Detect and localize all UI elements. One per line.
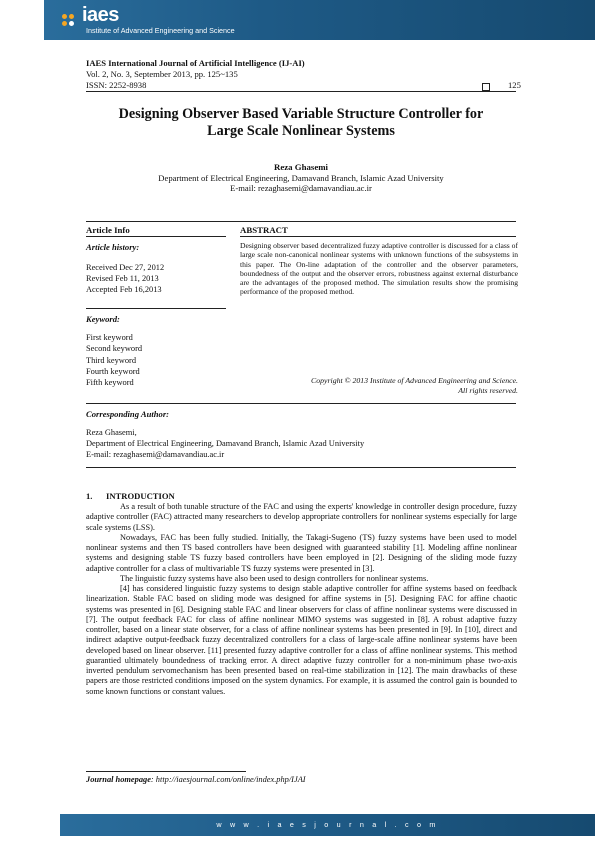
corresponding-heading: Corresponding Author: [86, 409, 170, 419]
corresponding-bottom-rule [86, 467, 516, 468]
homepage-label: Journal homepage [86, 775, 151, 784]
received-date: Received Dec 27, 2012 [86, 263, 165, 272]
journal-volume: Vol. 2, No. 3, September 2013, pp. 125~135 [86, 69, 238, 79]
bottom-banner [60, 814, 595, 836]
paper-title-line1: Designing Observer Based Variable Structure Controller for [118, 106, 484, 122]
keyword-heading: Keyword: [86, 314, 120, 324]
corresponding-details [86, 427, 364, 460]
keyword-list [86, 332, 142, 388]
corresponding-dept: Department of Electrical Engineering, Damavand Branch, Islamic Azad University [86, 439, 365, 448]
journal-issn: ISSN: 2252-8938 [86, 80, 147, 90]
info-rule-left [86, 236, 226, 237]
article-history [86, 262, 164, 295]
website-url[interactable]: w w w . i a e s j o u r n a l . c o m [216, 820, 439, 829]
header-banner [0, 0, 595, 42]
corresponding-email[interactable]: E-mail: rezaghasemi@damavandiau.ac.ir [86, 450, 225, 459]
article-history-heading: Article history: [86, 242, 140, 252]
author-block [86, 162, 516, 194]
intro-body [86, 502, 517, 697]
accepted-date: Accepted Feb 16,2013 [86, 285, 162, 294]
section-title: INTRODUCTION [106, 491, 175, 501]
info-top-rule [86, 221, 516, 222]
abstract-text: Designing observer based decentralized fuzzy adaptive controller is discussed for a class of large scale non-canonical nonlinear systems with unknown functions of the subsystems in this paper. The On-line adaptation of the controller and the observer parameters, boundedness of the output and the observer errors, robustness against external disturbance are the advantages of the proposed method. The simulation results show the promising performance of the proposed method. [240, 241, 518, 297]
journal-header [86, 58, 305, 91]
author-affiliation: Department of Electrical Engineering, Damavand Branch, Islamic Azad University [158, 172, 444, 183]
paragraph: The linguistic fuzzy systems have also been used to design controllers for nonlinear systems. [120, 573, 429, 583]
keyword-rule [86, 308, 226, 309]
author-name: Reza Ghasemi [274, 162, 328, 172]
section-heading [86, 491, 175, 501]
copyright-notice [240, 376, 518, 396]
keyword-item: Second keyword [86, 344, 143, 354]
journal-title: IAES International Journal of Artificial Intelligence (IJ-AI) [86, 58, 305, 68]
square-bullet-icon [482, 83, 490, 91]
corresponding-rule [86, 403, 516, 404]
paper-title [86, 106, 516, 140]
abstract-heading: ABSTRACT [240, 225, 288, 235]
author-email[interactable]: E-mail: rezaghasemi@damavandiau.ac.ir [230, 183, 372, 193]
page-number: 125 [508, 80, 521, 90]
keyword-item: Fourth keyword [86, 366, 140, 376]
corresponding-name: Reza Ghasemi, [86, 428, 137, 437]
keyword-item: Third keyword [86, 355, 137, 365]
logo-subtitle: Institute of Advanced Engineering and Science [86, 26, 235, 35]
revised-date: Revised Feb 11, 2013 [86, 274, 159, 283]
keyword-item: First keyword [86, 333, 133, 342]
info-rule-right [240, 236, 516, 237]
article-info-heading: Article Info [86, 225, 130, 235]
homepage-url[interactable]: : http://iaesjournal.com/online/index.php/IJAI [150, 775, 306, 784]
keyword-item: Fifth keyword [86, 378, 134, 388]
paragraph: As a result of both tunable structure of the FAC and using the experts' knowledge in controller design procedure, fuzzy adaptive controller (FAC) attracted many researchers to develop appropriate controllers for nonlinear systems especially for large scale systems (LSS). [86, 502, 517, 532]
copyright-line2: All rights reserved. [458, 386, 518, 395]
logo-dots-icon [62, 14, 82, 28]
header-rule [86, 91, 516, 92]
logo-wordmark: iaes [82, 4, 119, 26]
section-number: 1. [86, 491, 93, 501]
footer-rule [86, 771, 246, 772]
paragraph: [4] has considered linguistic fuzzy systems to design stable adaptive controller for affine systems based on feedback linearization. Stable FAC based on sliding mode was designed for affine systems in [5]. Designing FAC for affine chaotic systems was presented in [6]. Designing stable FAC and linear observers for class of affine nonlinear systems were discussed in [7]. The output feedback FAC for class of affine nonlinear MIMO systems was suggested in [8]. A robust adaptive fuzzy controller, based on a linear state observer, for a class of affine nonlinear systems has been presented in [9]. In [10], direct and indirect adaptive output-feedback fuzzy decentralized controllers for a class of large-scale affine nonlinear systems have been developed based on linear observer. [11] presented fuzzy adaptive controller for a class of affine nonlinear systems. This method guarantied ultimately boundedness of tracking error. A direct adaptive fuzzy controller for a non-minimum phase two-axis inverted pendulum servomechanism has been presented based on real-time stabilization in [12]. The main drawbacks of these papers are those restricted conditions imposed on the system dynamics. For example, it is assumed the control gain is bounded to some known functions or constant values. [86, 584, 517, 696]
iaes-logo[interactable] [62, 4, 235, 38]
journal-homepage[interactable] [86, 775, 306, 784]
copyright-line1: Copyright © 2013 Institute of Advanced Engineering and Science. [311, 376, 518, 385]
paper-title-line2: Large Scale Nonlinear Systems [207, 123, 395, 139]
paragraph: Nowadays, FAC has been fully studied. Initially, the Takagi-Sugeno (TS) fuzzy systems have been used to model nonlinear systems and then TS based controllers have been designed with guaranteed stability [1]. Modeling affine nonlinear systems and designing stable TS fuzzy based controllers have been employed in [2]. Designing of the sliding mode fuzzy adaptive controller for a class of multivariable TS fuzzy systems were presented in [3]. [86, 532, 517, 573]
